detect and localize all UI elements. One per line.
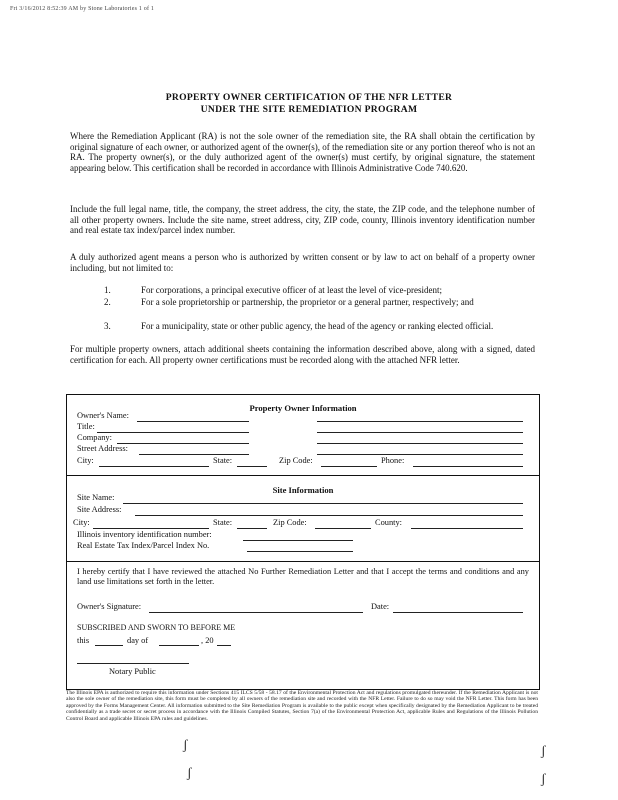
title-field-2[interactable]	[317, 432, 523, 433]
inventory-number-label: Illinois inventory identification number:	[77, 530, 212, 539]
site-city-label: City:	[73, 518, 90, 527]
scan-mark: ʃ	[187, 766, 192, 781]
owner-name-field-2[interactable]	[317, 421, 523, 422]
section-divider	[67, 561, 539, 562]
site-address-label: Site Address:	[77, 505, 122, 514]
scan-mark: ʃ	[541, 772, 546, 787]
tax-index-label: Real Estate Tax Index/Parcel Index No.	[77, 541, 210, 550]
document-title-line1: PROPERTY OWNER CERTIFICATION OF THE NFR LETTER	[165, 92, 453, 103]
list-item-number: 3.	[104, 321, 111, 331]
company-field-2[interactable]	[317, 443, 523, 444]
footer-disclaimer: The Illinois EPA is authorized to require this information under Sections 415 ILCS 5/58 - 58.17 of the Environmental Protection Act and regulations promulgated thereunder. If the Remediation Applicant is not also the sole owner of the remediation site, this form must be completed by all owners of the remediation site and recorded with the NFR Letter. Failure to do so may void the NFR Letter. This form has been approved by the Forms Management Center. All information submitted to the Site Remediation Program is available to the public except when specifically designated by the Remediation Applicant to be treated confidentially as a trade secret or secret process in accordance with the Illinois Compiled Statutes, Section 7(a) of the Environmental Protection Act, applicable Rules and Regulations of the Illinois Pollution Control Board and applicable Illinois EPA rules and guidelines.	[66, 690, 538, 722]
list-item-text: For corporations, a principal executive officer of at least the level of vice-president;	[141, 285, 442, 295]
site-city-field[interactable]	[93, 528, 209, 529]
fax-header: Fri 3/16/2012 8:52:39 AM by Stone Laboratories 1 of 1	[10, 6, 155, 12]
notary-signature-field[interactable]	[77, 663, 189, 664]
phone-field[interactable]	[413, 466, 523, 467]
site-name-label: Site Name:	[77, 493, 115, 502]
certification-statement: I hereby certify that I have reviewed the attached No Further Remediation Letter and that I accept the terms and conditions and any land use limitations set forth in the letter.	[77, 567, 529, 586]
list-item-number: 1.	[104, 285, 111, 295]
owner-name-field[interactable]	[137, 421, 249, 422]
day-of-label: day of	[127, 636, 149, 645]
intro-paragraph-1: Where the Remediation Applicant (RA) is not the sole owner of the remediation site, the RA shall obtain the certification by original signature of each owner, or authorized agent of the owner(s), of the remediation site or any portion thereof who is not an RA. The property owner(s), or the duly authorized agent of the owner(s) must certify, by original signature, the statement appearing below. This certification shall be recorded in accordance with Illinois Administrative Code 740.620.	[70, 131, 535, 173]
date-label: Date:	[371, 602, 390, 611]
owner-section-title: Property Owner Information	[249, 403, 357, 413]
state-field[interactable]	[237, 466, 267, 467]
intro-paragraph-4: For multiple property owners, attach additional sheets containing the information described above, along with a signed, dated certification for each. All property owner certifications must be recorded along with the attached NFR letter.	[70, 344, 535, 365]
state-label: State:	[213, 456, 233, 465]
day-field[interactable]	[95, 645, 123, 646]
county-label: County:	[375, 518, 402, 527]
tax-index-field[interactable]	[247, 551, 353, 552]
street-address-field-2[interactable]	[317, 454, 523, 455]
signature-label: Owner's Signature:	[77, 602, 142, 611]
site-address-field[interactable]	[135, 515, 523, 516]
city-label: City:	[77, 456, 94, 465]
year-prefix-label: , 20	[201, 636, 214, 645]
intro-paragraph-2: Include the full legal name, title, the company, the street address, the city, the state, the ZIP code, and the telephone number of all other property owners. Include the site name, street address, city, ZIP code, county, Illinois inventory identification number and real estate tax index/parcel index number.	[70, 204, 535, 236]
this-label: this	[77, 636, 90, 645]
site-name-field[interactable]	[123, 503, 523, 504]
site-state-label: State:	[213, 518, 233, 527]
date-field[interactable]	[393, 612, 523, 613]
phone-label: Phone:	[381, 456, 405, 465]
owner-name-label: Owner's Name:	[77, 411, 129, 420]
street-address-label: Street Address:	[77, 444, 128, 453]
title-label: Title:	[77, 422, 95, 431]
list-item-number: 2.	[104, 297, 111, 307]
company-label: Company:	[77, 433, 112, 442]
list-item-text: For a municipality, state or other public agency, the head of the agency or ranking elected official.	[141, 321, 494, 331]
zip-code-label: Zip Code:	[279, 456, 313, 465]
subscribed-sworn-label: SUBSCRIBED AND SWORN TO BEFORE ME	[77, 623, 236, 632]
company-field[interactable]	[117, 443, 249, 444]
intro-paragraph-3: A duly authorized agent means a person who is authorized by written consent or by law to act on behalf of a property owner including, but not limited to:	[70, 252, 535, 273]
notary-public-label: Notary Public	[109, 667, 156, 676]
street-address-field[interactable]	[139, 454, 249, 455]
certification-form	[66, 394, 540, 690]
title-field[interactable]	[97, 432, 249, 433]
year-field[interactable]	[217, 645, 231, 646]
scan-mark: ʃ	[183, 738, 188, 753]
section-divider	[67, 475, 539, 476]
inventory-number-field[interactable]	[243, 540, 353, 541]
site-zip-code-label: Zip Code:	[273, 518, 307, 527]
scan-mark: ʃ	[541, 744, 546, 759]
site-section-title: Site Information	[272, 485, 334, 495]
zip-code-field[interactable]	[321, 466, 377, 467]
document-title-line2: UNDER THE SITE REMEDIATION PROGRAM	[200, 104, 418, 115]
city-field[interactable]	[99, 466, 209, 467]
month-field[interactable]	[159, 645, 199, 646]
signature-field[interactable]	[149, 612, 363, 613]
list-item-text: For a sole proprietorship or partnership, the proprietor or a general partner, respectively; and	[141, 297, 474, 307]
site-state-field[interactable]	[237, 528, 267, 529]
site-zip-code-field[interactable]	[315, 528, 371, 529]
county-field[interactable]	[411, 528, 523, 529]
